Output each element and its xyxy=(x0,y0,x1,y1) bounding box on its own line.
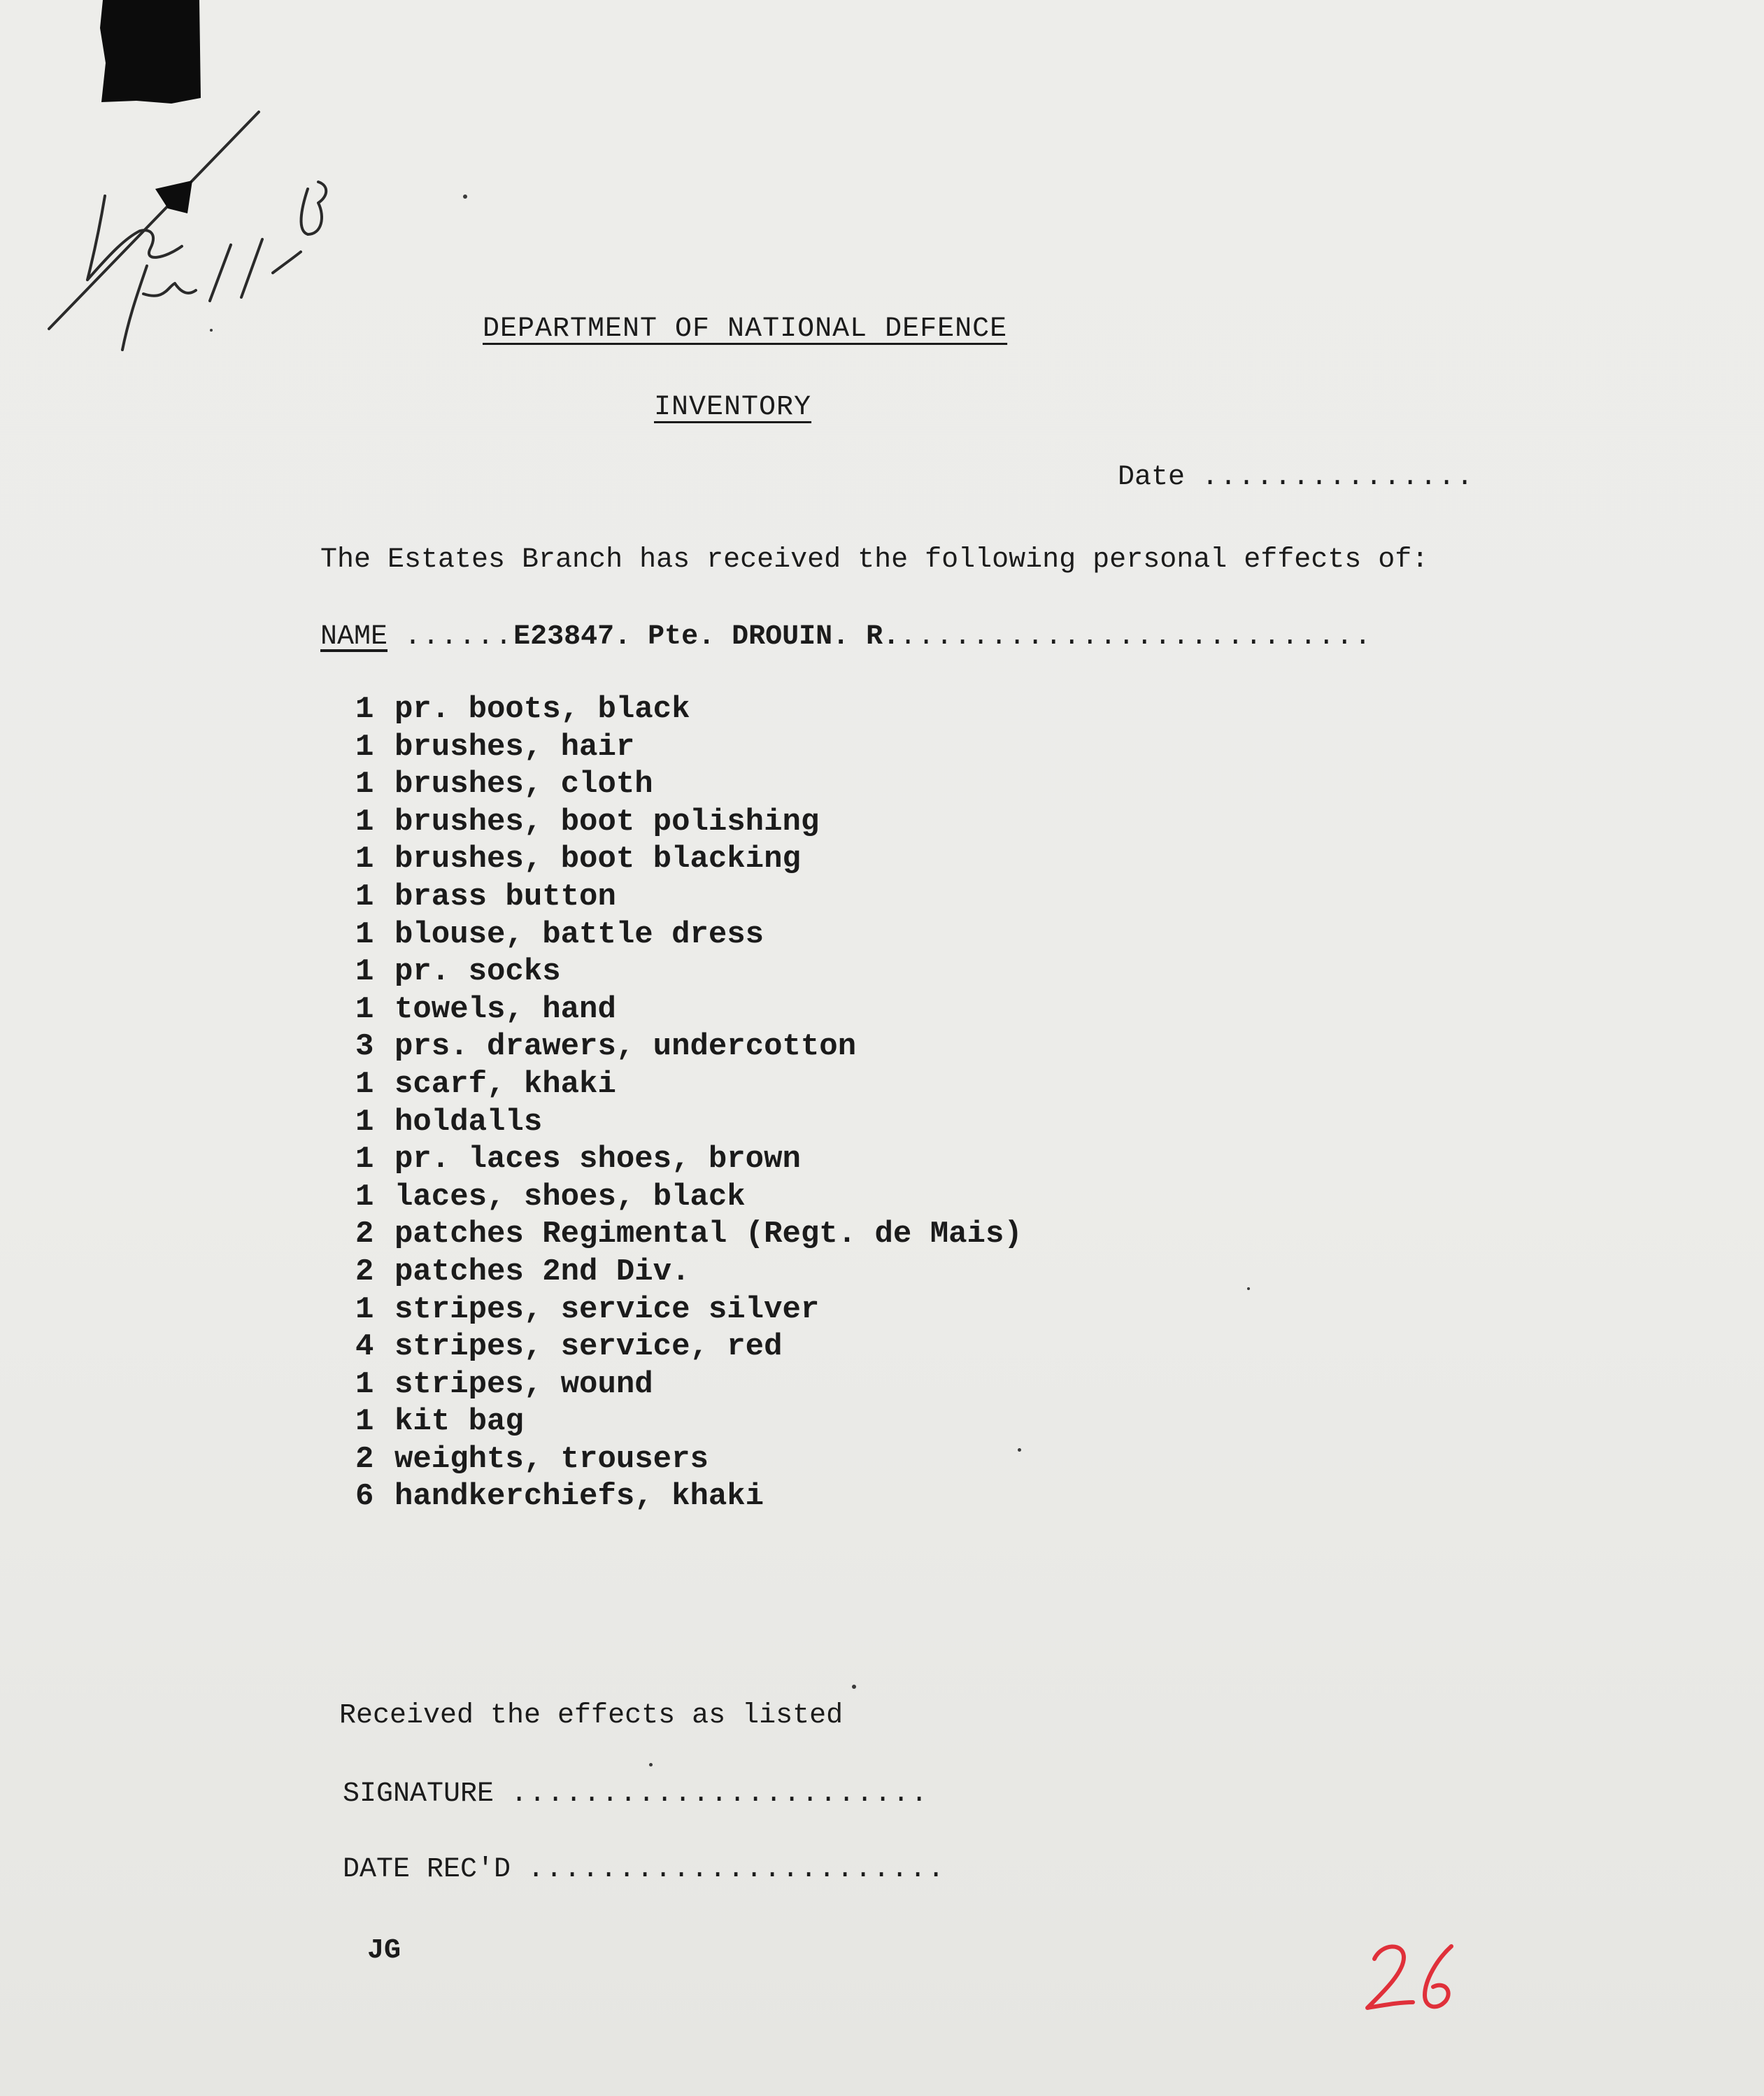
list-item xyxy=(355,1478,1023,1516)
name-trail-dots: .......................... xyxy=(899,621,1373,653)
signature-field xyxy=(343,1778,929,1810)
item-qty: 1 xyxy=(355,729,374,765)
item-qty: 1 xyxy=(355,842,374,877)
list-item xyxy=(355,1366,1023,1404)
paper-speck xyxy=(1247,1287,1250,1290)
list-item xyxy=(355,1291,1023,1329)
list-item xyxy=(355,954,1023,991)
item-desc: pr. socks xyxy=(394,954,561,990)
item-desc: stripes, service silver xyxy=(394,1291,820,1327)
intro-text: The Estates Branch has received the following personal effects of: xyxy=(320,544,1429,576)
date-received-label: DATE REC'D xyxy=(343,1854,511,1885)
name-label: NAME xyxy=(320,621,388,653)
item-qty: 4 xyxy=(355,1329,374,1365)
paper-speck xyxy=(210,329,213,332)
date-received-field xyxy=(343,1854,946,1885)
name-value: E23847. Pte. DROUIN. R. xyxy=(513,621,900,653)
list-item xyxy=(355,1104,1023,1142)
list-item xyxy=(355,691,1023,729)
item-desc: brushes, boot blacking xyxy=(394,842,801,877)
item-desc: holdalls xyxy=(394,1104,543,1140)
signature-label: SIGNATURE xyxy=(343,1778,495,1810)
list-item xyxy=(355,841,1023,879)
item-desc: laces, shoes, black xyxy=(394,1179,746,1215)
handwritten-initials xyxy=(0,91,364,385)
paper-speck xyxy=(852,1685,856,1689)
item-desc: brushes, cloth xyxy=(394,767,653,802)
item-qty: 6 xyxy=(355,1479,374,1515)
item-qty: 1 xyxy=(355,1291,374,1327)
list-item xyxy=(355,1028,1023,1066)
date-received-dots: ....................... xyxy=(527,1854,946,1885)
item-qty: 1 xyxy=(355,991,374,1027)
paper-speck xyxy=(463,194,467,199)
item-qty: 1 xyxy=(355,879,374,914)
list-item xyxy=(355,1254,1023,1291)
item-desc: brushes, boot polishing xyxy=(394,804,820,840)
list-item xyxy=(355,766,1023,804)
department-heading: DEPARTMENT OF NATIONAL DEFENCE xyxy=(483,313,1008,345)
item-qty: 1 xyxy=(355,1066,374,1102)
item-desc: patches 2nd Div. xyxy=(394,1254,690,1289)
item-qty: 1 xyxy=(355,1142,374,1177)
item-qty: 1 xyxy=(355,692,374,727)
list-item xyxy=(355,1403,1023,1441)
item-desc: pr. laces shoes, brown xyxy=(394,1142,801,1177)
date-field xyxy=(1118,462,1474,493)
item-qty: 1 xyxy=(355,1104,374,1140)
item-qty: 1 xyxy=(355,804,374,840)
list-item xyxy=(355,1216,1023,1254)
date-dots: ............... xyxy=(1202,462,1475,493)
item-qty: 1 xyxy=(355,1179,374,1215)
torn-corner-mark xyxy=(94,0,206,105)
list-item xyxy=(355,729,1023,767)
item-qty: 2 xyxy=(355,1217,374,1252)
item-qty: 3 xyxy=(355,1029,374,1065)
item-qty: 1 xyxy=(355,916,374,952)
item-qty: 1 xyxy=(355,1366,374,1402)
item-desc: brushes, hair xyxy=(394,729,635,765)
list-item xyxy=(355,991,1023,1029)
received-statement: Received the effects as listed xyxy=(339,1700,844,1732)
signature-dots: ....................... xyxy=(511,1778,930,1810)
item-qty: 1 xyxy=(355,1404,374,1440)
list-item xyxy=(355,1179,1023,1217)
list-item xyxy=(355,1329,1023,1366)
item-desc: towels, hand xyxy=(394,991,616,1027)
typist-initials: JG xyxy=(367,1935,401,1967)
item-qty: 2 xyxy=(355,1254,374,1289)
item-qty: 2 xyxy=(355,1441,374,1477)
item-desc: pr. boots, black xyxy=(394,692,690,727)
effects-list xyxy=(355,691,1023,1516)
date-label: Date xyxy=(1118,462,1186,493)
item-desc: prs. drawers, undercotton xyxy=(394,1029,857,1065)
list-item xyxy=(355,1141,1023,1179)
list-item xyxy=(355,1441,1023,1479)
item-desc: patches Regimental (Regt. de Mais) xyxy=(394,1217,1023,1252)
list-item xyxy=(355,804,1023,842)
paper-speck xyxy=(1018,1448,1021,1452)
list-item xyxy=(355,1066,1023,1104)
handwritten-page-number xyxy=(1360,1938,1465,2022)
paper-speck xyxy=(649,1763,653,1766)
item-qty: 1 xyxy=(355,954,374,990)
name-field xyxy=(320,621,1372,653)
item-desc: handkerchiefs, khaki xyxy=(394,1479,764,1515)
item-desc: stripes, service, red xyxy=(394,1329,783,1365)
name-lead-dots: ...... xyxy=(404,621,514,653)
item-qty: 1 xyxy=(355,767,374,802)
item-desc: scarf, khaki xyxy=(394,1066,616,1102)
item-desc: weights, trousers xyxy=(394,1441,709,1477)
list-item xyxy=(355,879,1023,916)
item-desc: brass button xyxy=(394,879,616,914)
item-desc: blouse, battle dress xyxy=(394,916,764,952)
item-desc: kit bag xyxy=(394,1404,524,1440)
inventory-heading: INVENTORY xyxy=(654,392,812,423)
item-desc: stripes, wound xyxy=(394,1366,653,1402)
list-item xyxy=(355,916,1023,954)
